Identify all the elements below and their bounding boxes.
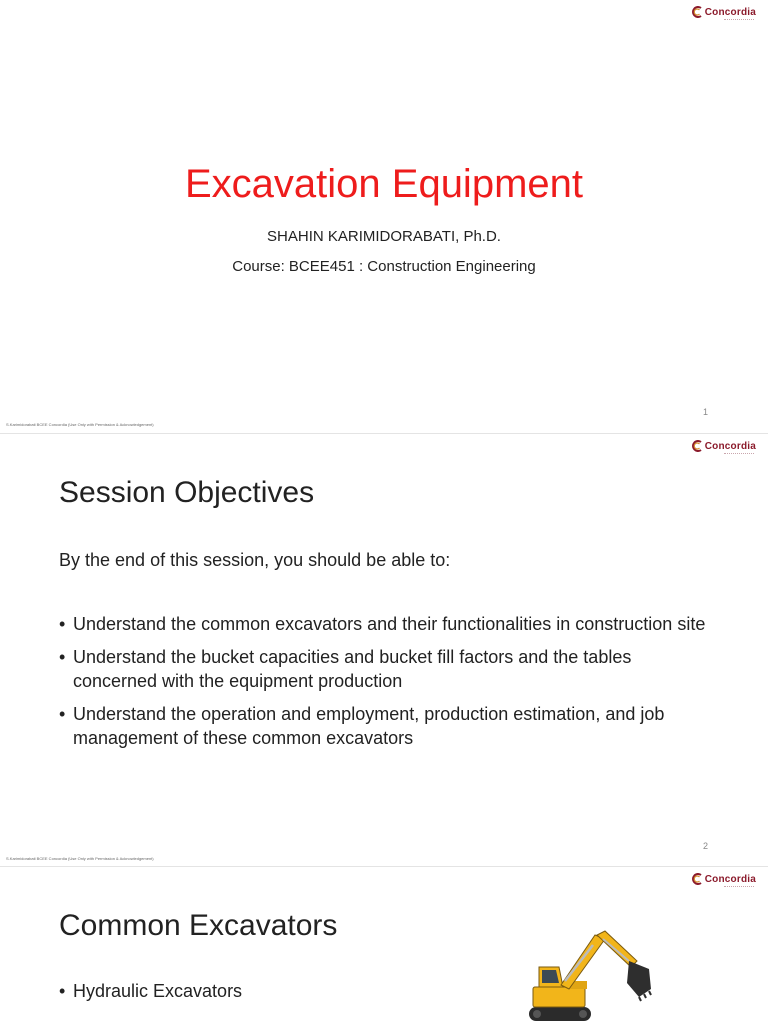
intro-text: By the end of this session, you should be able to:	[59, 550, 451, 570]
slide-1	[0, 0, 768, 433]
concordia-wordmark: Concordia	[704, 6, 756, 18]
concordia-logo	[691, 440, 756, 452]
slide-title: Excavation Equipment	[184, 162, 583, 206]
concordia-wordmark: Concordia	[704, 440, 756, 452]
slide-2	[0, 433, 768, 867]
concordia-logo	[691, 873, 756, 885]
footer-note: S.Karimidorabati BCEE Concordia (Use Only with Permission & Acknowledgement)	[6, 856, 154, 861]
concordia-logo-icon	[691, 6, 703, 18]
slide-3	[0, 866, 768, 1025]
list-item: • Understand the operation and employment, production estimation, and job management of these common excavators	[59, 702, 719, 750]
list-item: • Hydraulic Excavators	[59, 979, 719, 1003]
concordia-logo-icon	[691, 440, 703, 452]
page-number: 2	[702, 841, 708, 851]
slide-title: Session Objectives	[59, 476, 315, 509]
footer-note: S.Karimidorabati BCEE Concordia (Use Only with Permission & Acknowledgement)	[6, 422, 154, 427]
course-name: Course: BCEE451 : Construction Engineering	[232, 258, 536, 275]
author-name: SHAHIN KARIMIDORABATI, Ph.D.	[267, 228, 501, 245]
list-item: • Understand the common excavators and their functionalities in construction site	[59, 612, 719, 636]
concordia-logo-icon	[691, 873, 703, 885]
objectives-list	[59, 612, 719, 759]
excavator-icon	[525, 925, 675, 1025]
page-number: 1	[702, 407, 708, 417]
list-item: • Understand the bucket capacities and bucket fill factors and the tables concerned with the equipment production	[59, 645, 719, 693]
concordia-logo	[691, 6, 756, 18]
concordia-wordmark: Concordia	[704, 873, 756, 885]
slide-title: Common Excavators	[59, 909, 338, 942]
